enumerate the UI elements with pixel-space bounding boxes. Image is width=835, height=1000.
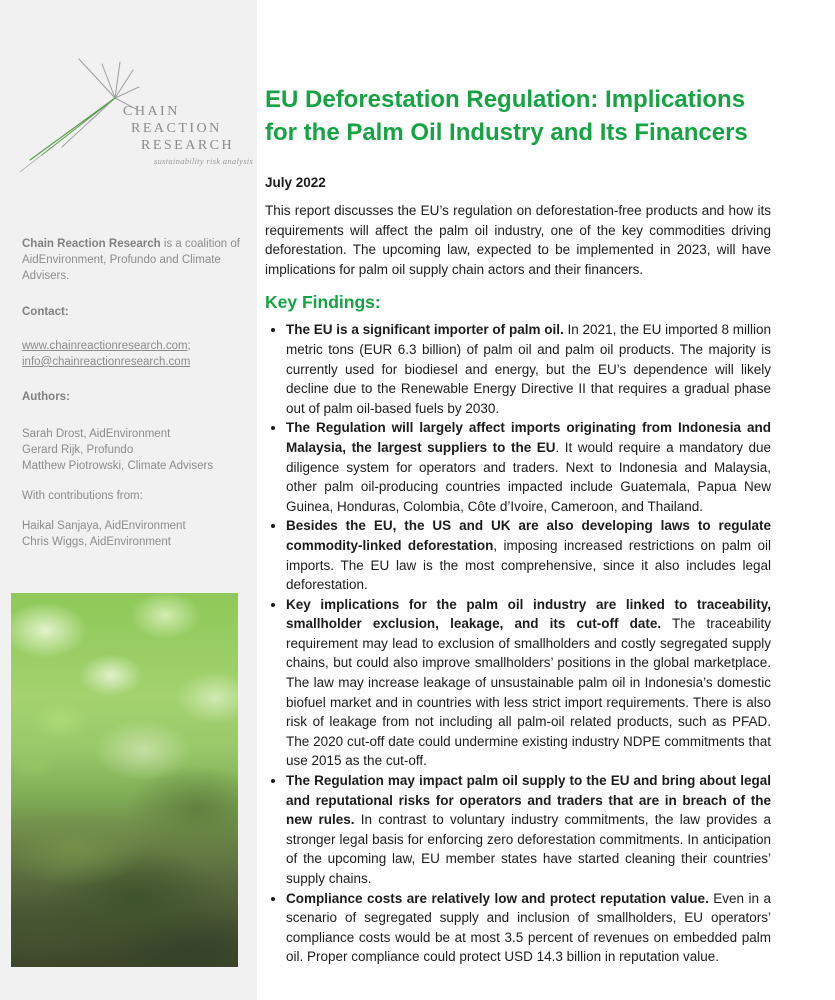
finding-rest: , imposing increased restrictions on palm oil imports. The EU law is the most comprehensive, since it also includes legal deforestation. bbox=[286, 537, 771, 593]
contact-label: Contact: bbox=[22, 306, 69, 318]
finding-lead: Besides the EU, the US and UK are also developing laws to regulate commodity-linked deforestation bbox=[286, 518, 771, 553]
finding-rest: Even in a scenario of segregated supply and inclusion of smallholders, EU operators’ compliance costs would be at most 3.5 percent of revenues on embedded palm oil. Proper compliance could protect USD 14.3 billion in reputation value. bbox=[286, 890, 772, 965]
key-finding-item bbox=[286, 418, 771, 516]
starburst-icon bbox=[0, 0, 257, 200]
key-finding-item bbox=[286, 320, 771, 418]
finding-lead: The Regulation will largely affect imports originating from Indonesia and Malaysia, the largest suppliers to the EU bbox=[286, 420, 771, 455]
contributor-line: Chris Wiggs, AidEnvironment bbox=[22, 535, 171, 548]
sidebar bbox=[0, 0, 257, 1000]
link-separator: ; bbox=[187, 340, 191, 352]
authors-list bbox=[22, 427, 240, 474]
page-title-line-2: for the Palm Oil Industry and Its Financers bbox=[265, 118, 748, 146]
website-link[interactable]: www.chainreactionresearch.com bbox=[22, 340, 188, 352]
page-title bbox=[265, 84, 771, 149]
key-findings-heading: Key Findings: bbox=[265, 292, 381, 313]
key-finding-item bbox=[286, 771, 771, 889]
finding-lead: Key implications for the palm oil industry are linked to traceability, smallholder exclusion, leakage, and its cut-off date. bbox=[286, 596, 771, 632]
coalition-bold: Chain Reaction Research bbox=[22, 238, 161, 250]
intro-paragraph: This report discusses the EU’s regulation on deforestation-free products and how its requirements will affect the palm oil industry, one of the key commodities driving deforestation. The upcoming law, expected to be implemented in 2023, will have implications for palm oil supply chain actors and their financers. bbox=[265, 203, 771, 277]
contributors-list bbox=[22, 519, 240, 551]
contact-links bbox=[22, 339, 240, 371]
main-content bbox=[265, 0, 771, 967]
contributions-label: With contributions from: bbox=[22, 490, 143, 502]
author-line: Matthew Piotrowski, Climate Advisers bbox=[22, 459, 214, 472]
contact-link-line bbox=[22, 355, 240, 371]
forest-photo bbox=[11, 593, 238, 967]
finding-rest: In contrast to voluntary industry commitments, the law provides a stronger legal basis for enforcing zero deforestation commitments. In anticipation of the upcoming law, EU member states have started cleaning their countries’ supply chains. bbox=[286, 812, 771, 886]
logo-tagline: sustainability risk analysis bbox=[154, 156, 254, 166]
logo-word-reaction: REACTION bbox=[131, 121, 222, 136]
logo-word-chain: CHAIN bbox=[123, 104, 180, 119]
contributor-line: Haikal Sanjaya, AidEnvironment bbox=[22, 520, 186, 532]
author-line: Gerard Rijk, Profundo bbox=[22, 443, 134, 456]
author-line: Sarah Drost, AidEnvironment bbox=[22, 428, 171, 440]
finding-lead: Compliance costs are relatively low and protect reputation value. bbox=[286, 890, 709, 906]
key-finding-item bbox=[286, 516, 771, 594]
key-findings-list bbox=[265, 320, 771, 967]
email-link[interactable]: info@chainreactionresearch.com bbox=[22, 355, 191, 368]
page-title-line-1: EU Deforestation Regulation: Implications bbox=[265, 86, 746, 113]
key-finding-item bbox=[286, 595, 771, 771]
finding-rest: In 2021, the EU imported 8 million metric tons (EUR 6.3 billion) of palm oil and palm oil products. The majority is currently used for biodiesel and energy, but the EU’s dependence will likely decline due to the Renewable Energy Directive II that requires a gradual phase out of palm oil-based fuels by 2030. bbox=[286, 322, 772, 416]
authors-label: Authors: bbox=[22, 391, 70, 403]
logo-word-research: RESEARCH bbox=[141, 138, 235, 153]
contact-link-line bbox=[22, 339, 240, 355]
finding-lead: The Regulation may impact palm oil supply to the EU and bring about legal and reputational risks for operators and traders that are in breach of the new rules. bbox=[286, 773, 771, 828]
key-finding-item bbox=[286, 889, 771, 967]
finding-rest: The traceability requirement may lead to exclusion of smallholders and costly segregated supply chains, but could also improve smallholders’ positions in the global marketplace. The law may increase leakage of unsustainable palm oil in Indonesia’s domestic biofuel market and in countries with less strict import requirements. There is also risk of leakage from not including all palm-oil related products, such as PFAD. The 2020 cut-off date could undermine existing industry NDPE commitments that use 2015 as the cut-off. bbox=[286, 616, 771, 769]
coalition-rest: is a coalition of AidEnvironment, Profundo and Climate Advisers. bbox=[22, 238, 240, 282]
report-date: July 2022 bbox=[265, 175, 326, 190]
finding-lead: The EU is a significant importer of palm oil. bbox=[286, 322, 564, 338]
finding-rest: . It would require a mandatory due diligence system for operators and traders. Next to Indonesia and Malaysia, other palm oil-producing countries impacted include Guatemala, Papua New Guinea, Honduras, Colombia, Côte d’Ivoire, Cameroon, and Thailand. bbox=[286, 439, 771, 514]
coalition-text bbox=[22, 237, 240, 284]
crr-logo bbox=[0, 0, 257, 200]
